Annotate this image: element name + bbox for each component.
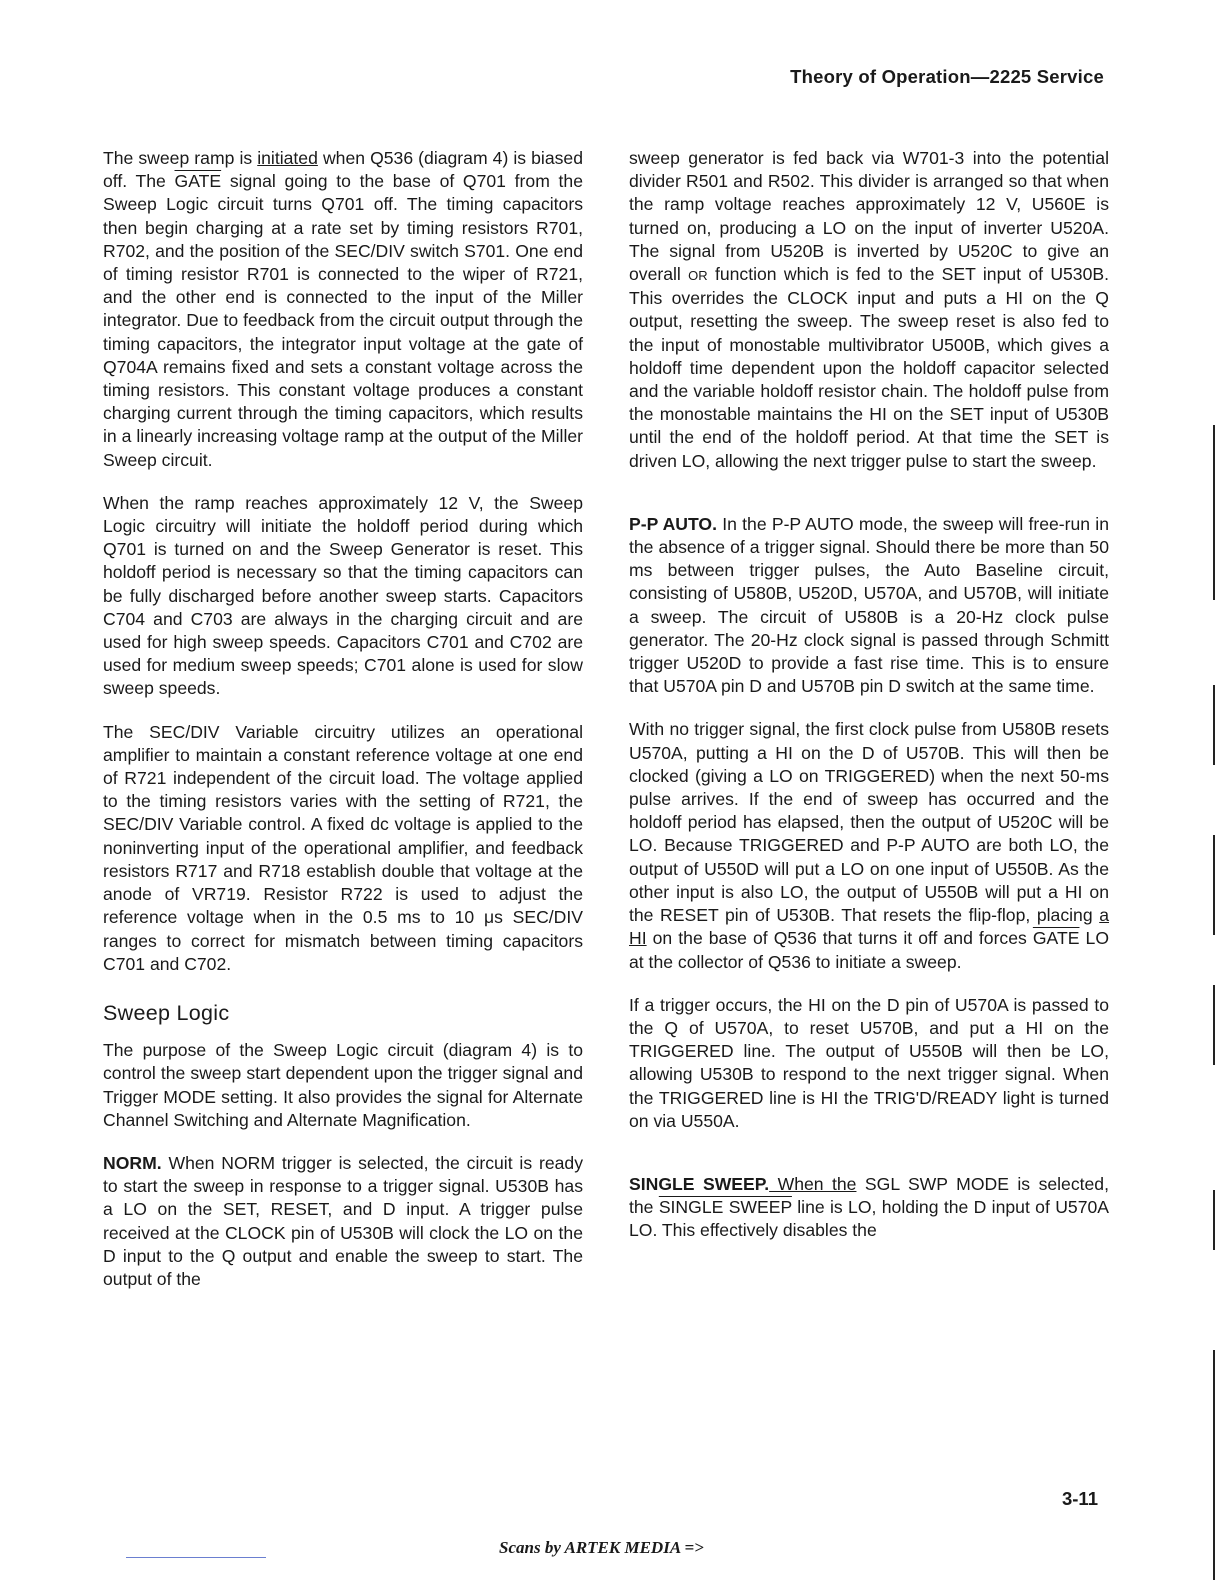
paragraph-single-sweep: SINGLE SWEEP. When the SGL SWP MODE is selected, the SINGLE SWEEP line is LO, holding the D input of U570A LO. This effectively disables the xyxy=(629,1173,1109,1241)
scan-edge-mark xyxy=(1213,1190,1215,1250)
left-column xyxy=(103,147,583,1311)
paragraph-no-trigger: With no trigger signal, the first clock pulse from U580B resets U570A, putting a HI on the D of U570B. This will then be clocked (giving a LO on TRIGGERED) when the next 50-ms pulse arrives. If the end of sweep has occurred and the holdoff period has elapsed, then the output of U520C will be LO. Because TRIGGERED and P-P AUTO are both LO, the output of U550D will put a LO on one input of U550B. As the other input is also LO, the output of U550B will put a HI on the RESET pin of U530B. That resets the flip-flop, placing a HI on the base of Q536 that turns it off and forces GATE LO at the collector of Q536 to initiate a sweep. xyxy=(629,719,1110,972)
scan-edge-mark xyxy=(1213,685,1215,765)
scan-edge-mark xyxy=(1213,425,1215,600)
paragraph-trigger-occurs: If a trigger occurs, the HI on the D pin of U570A is passed to the Q of U570A, to reset U570B, and put a HI on the TRIGGERED line. The output of U550B will then be LO, allowing U530B to respond to the next trigger signal. When the TRIGGERED line is HI the TRIG'D/READY light is turned on via U550A. xyxy=(629,994,1109,1131)
scan-credit: Scans by ARTEK MEDIA => xyxy=(499,1538,704,1557)
scan-edge-mark xyxy=(1213,1350,1215,1580)
right-column xyxy=(629,147,1109,1263)
scan-edge-mark xyxy=(1213,835,1215,935)
paragraph-sweep-reset: sweep generator is fed back via W701-3 into the potential divider R501 and R502. This divider is arranged so that when the ramp voltage reaches approximately 12 V, U560E is turned on, producing a LO on the input of inverter U520A. The signal from U520B is inverted by U520C to give an overall OR function which is fed to the SET input of U530B. This overrides the CLOCK input and puts a HI on the Q output, resetting the sweep. The sweep reset is also fed to the input of monostable multivibrator U500B, which gives a holdoff time dependent upon the holdoff capacitor selected and the variable holdoff resistor chain. The holdoff pulse from the monostable maintains the HI on the SET input of U530B until the end of the holdoff period. At that time the SET is driven LO, allowing the next trigger pulse to start the sweep. xyxy=(629,148,1109,471)
paragraph-sweep-ramp: The sweep ramp is initiated when Q536 (diagram 4) is biased off. The GATE signal going to the base of Q701 from the Sweep Logic circuit turns Q701 off. The timing capacitors then begin charging at a rate set by timing resistors R701, R702, and the position of the SEC/DIV switch S701. One end of timing resistor R701 is connected to the wiper of R721, and the other end is connected to the input of the Miller integrator. Due to feedback from the circuit output through the timing capacitors, the integrator input voltage at the gate of Q704A remains fixed and sets a constant voltage across the timing resistors. This constant voltage produces a constant charging current through the timing capacitors, which results in a linearly increasing voltage ramp at the output of the Miller Sweep circuit. xyxy=(103,148,583,470)
page-number: 3-11 xyxy=(1061,1488,1098,1509)
paragraph-holdoff: When the ramp reaches approximately 12 V, the Sweep Logic circuitry will initiate the holdoff period during which Q701 is turned on and the Sweep Generator is reset. This holdoff period is necessary so that the timing capacitors can be fully discharged before another sweep starts. Capacitors C704 and C703 are always in the charging circuit and are used for high sweep speeds. Capacitors C701 and C702 are used for medium sweep speeds; C701 alone is used for slow sweep speeds. xyxy=(103,492,583,699)
paragraph-sec-div-variable: The SEC/DIV Variable circuitry utilizes an operational amplifier to maintain a constant reference voltage at one end of R721 independent of the circuit load. The voltage applied to the timing resistors varies with the setting of R721, the SEC/DIV Variable control. A fixed dc voltage is applied to the noninverting input of the operational amplifier, and feedback resistors R717 and R718 establish double that voltage at the anode of VR719. Resistor R722 is used to adjust the reference voltage when in the 0.5 ms to 10 μs SEC/DIV ranges to correct for mismatch between timing capacitors C701 and C702. xyxy=(103,721,583,974)
paragraph-sweep-logic-purpose: The purpose of the Sweep Logic circuit (diagram 4) is to control the sweep start dependent upon the trigger signal and Trigger MODE setting. It also provides the signal for Alternate Channel Switching and Alternate Magnification. xyxy=(103,1040,583,1130)
scan-edge-mark xyxy=(1213,985,1215,1065)
running-header: Theory of Operation—2225 Service xyxy=(790,66,1104,87)
paragraph-norm: NORM. When NORM trigger is selected, the circuit is ready to start the sweep in response to a trigger signal. U530B has a LO on the SET, RESET, and D input. A trigger pulse received at the CLOCK pin of U530B will clock the LO on the D input to the Q output and enable the sweep to start. The output of the xyxy=(103,1152,583,1289)
footer-rule xyxy=(126,1557,266,1558)
section-heading-sweep-logic: Sweep Logic xyxy=(103,1000,230,1025)
paragraph-pp-auto: P-P AUTO. In the P-P AUTO mode, the sweep will free-run in the absence of a trigger signal. Should there be more than 50 ms between trigger pulses, the Auto Baseline circuit, consisting of U580B, U520D, U570A, and U570B, will initiate a sweep. The circuit of U580B is a 20-Hz clock pulse generator. The 20-Hz clock signal is passed through Schmitt trigger U520D to provide a fast rise time. This is to ensure that U570A pin D and U570B pin D switch at the same time. xyxy=(629,513,1109,697)
